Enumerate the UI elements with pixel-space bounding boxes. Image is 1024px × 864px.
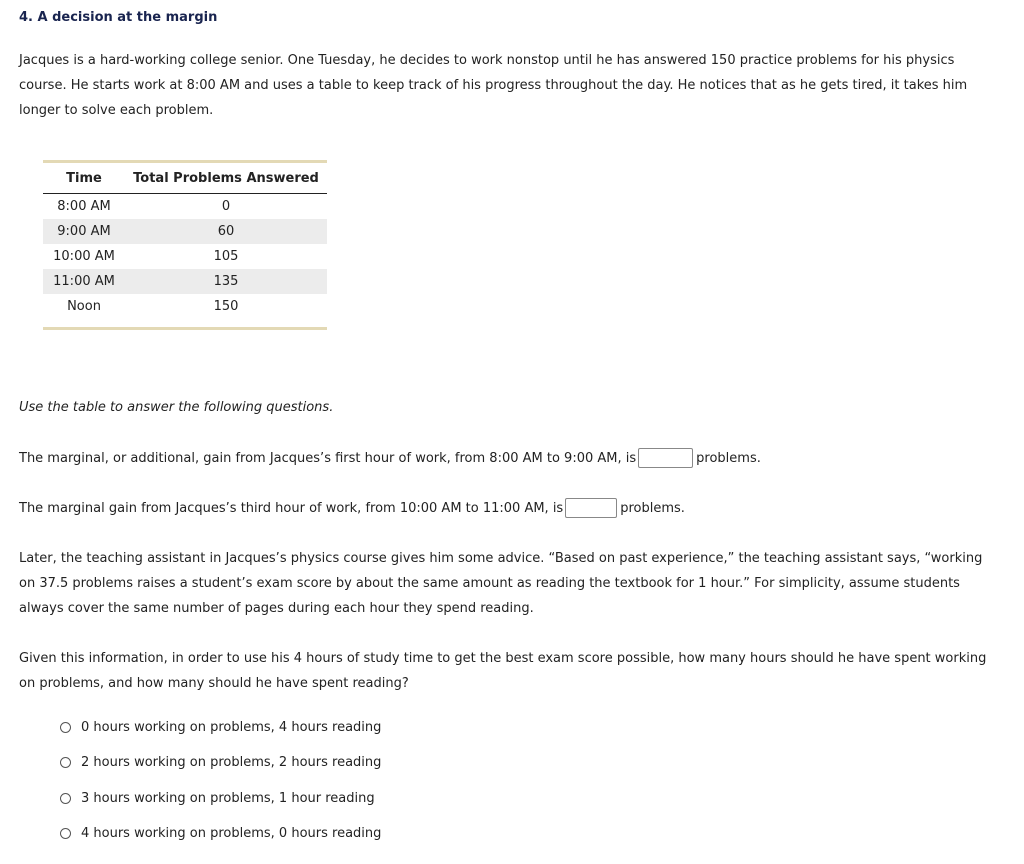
option-label: 4 hours working on problems, 0 hours reading: [81, 826, 382, 841]
first-hour-answer-input[interactable]: [638, 448, 693, 468]
progress-table: [43, 160, 327, 330]
table-row: [43, 294, 327, 329]
answer-option[interactable]: [60, 823, 381, 845]
answer-options: [60, 716, 381, 858]
study-time-prompt: Given this information, in order to use his 4 hours of study time to get the best exam score possible, how many hours should he have spent working on problems, and how many should he have spent reading?: [19, 651, 987, 691]
radio-button-icon[interactable]: [60, 722, 71, 733]
third-hour-answer-input[interactable]: [565, 498, 617, 518]
cell-time: 8:00 AM: [57, 199, 111, 214]
answer-option[interactable]: [60, 787, 381, 809]
q2-suffix: problems.: [620, 500, 685, 516]
table-row: [43, 194, 327, 220]
header-total-problems: Total Problems Answered: [125, 162, 327, 194]
table-row: [43, 244, 327, 269]
q1-prefix: The marginal, or additional, gain from Jacques’s first hour of work, from 8:00 AM to 9:00 AM, is: [19, 450, 637, 466]
question-first-hour: [19, 448, 761, 468]
cell-time: Noon: [67, 299, 101, 314]
cell-problems: 105: [213, 249, 239, 264]
q1-suffix: problems.: [696, 450, 761, 466]
cell-time: 10:00 AM: [53, 249, 115, 264]
table-row: [43, 219, 327, 244]
instruction-text: Use the table to answer the following questions.: [19, 400, 334, 415]
answer-option[interactable]: [60, 752, 381, 774]
header-time: Time: [43, 162, 125, 194]
cell-time: 11:00 AM: [43, 269, 125, 294]
option-label: 2 hours working on problems, 2 hours reading: [81, 755, 382, 770]
radio-button-icon[interactable]: [60, 757, 71, 768]
radio-button-icon[interactable]: [60, 828, 71, 839]
question-third-hour: [19, 498, 685, 518]
radio-button-icon[interactable]: [60, 793, 71, 804]
table-header-row: [43, 162, 327, 194]
question-title: 4. A decision at the margin: [19, 10, 218, 25]
q2-prefix: The marginal gain from Jacques’s third hour of work, from 10:00 AM to 11:00 AM, is: [19, 500, 564, 516]
table-row: [43, 269, 327, 294]
cell-problems: 60: [125, 219, 327, 244]
option-label: 3 hours working on problems, 1 hour reading: [81, 790, 375, 806]
option-label: 0 hours working on problems, 4 hours reading: [81, 719, 382, 735]
question-intro: Jacques is a hard-working college senior. One Tuesday, he decides to work nonstop until he has answered 150 practice problems for his physics course. He starts work at 8:00 AM and uses a table to keep track of his progress throughout the day. He notices that as he gets tired, it takes him longer to solve each problem.: [19, 53, 968, 118]
cell-problems: 0: [221, 199, 231, 214]
cell-problems: 150: [213, 299, 239, 314]
answer-option[interactable]: [60, 716, 381, 738]
cell-problems: 135: [125, 269, 327, 294]
cell-time: 9:00 AM: [43, 219, 125, 244]
teaching-assistant-advice: Later, the teaching assistant in Jacques’s physics course gives him some advice. “Based on past experience,” the teaching assistant says, “working on 37.5 problems raises a student’s exam score by about the same amount as reading the textbook for 1 hour.” For simplicity, assume students always cover the same number of pages during each hour they spend reading.: [19, 551, 983, 616]
